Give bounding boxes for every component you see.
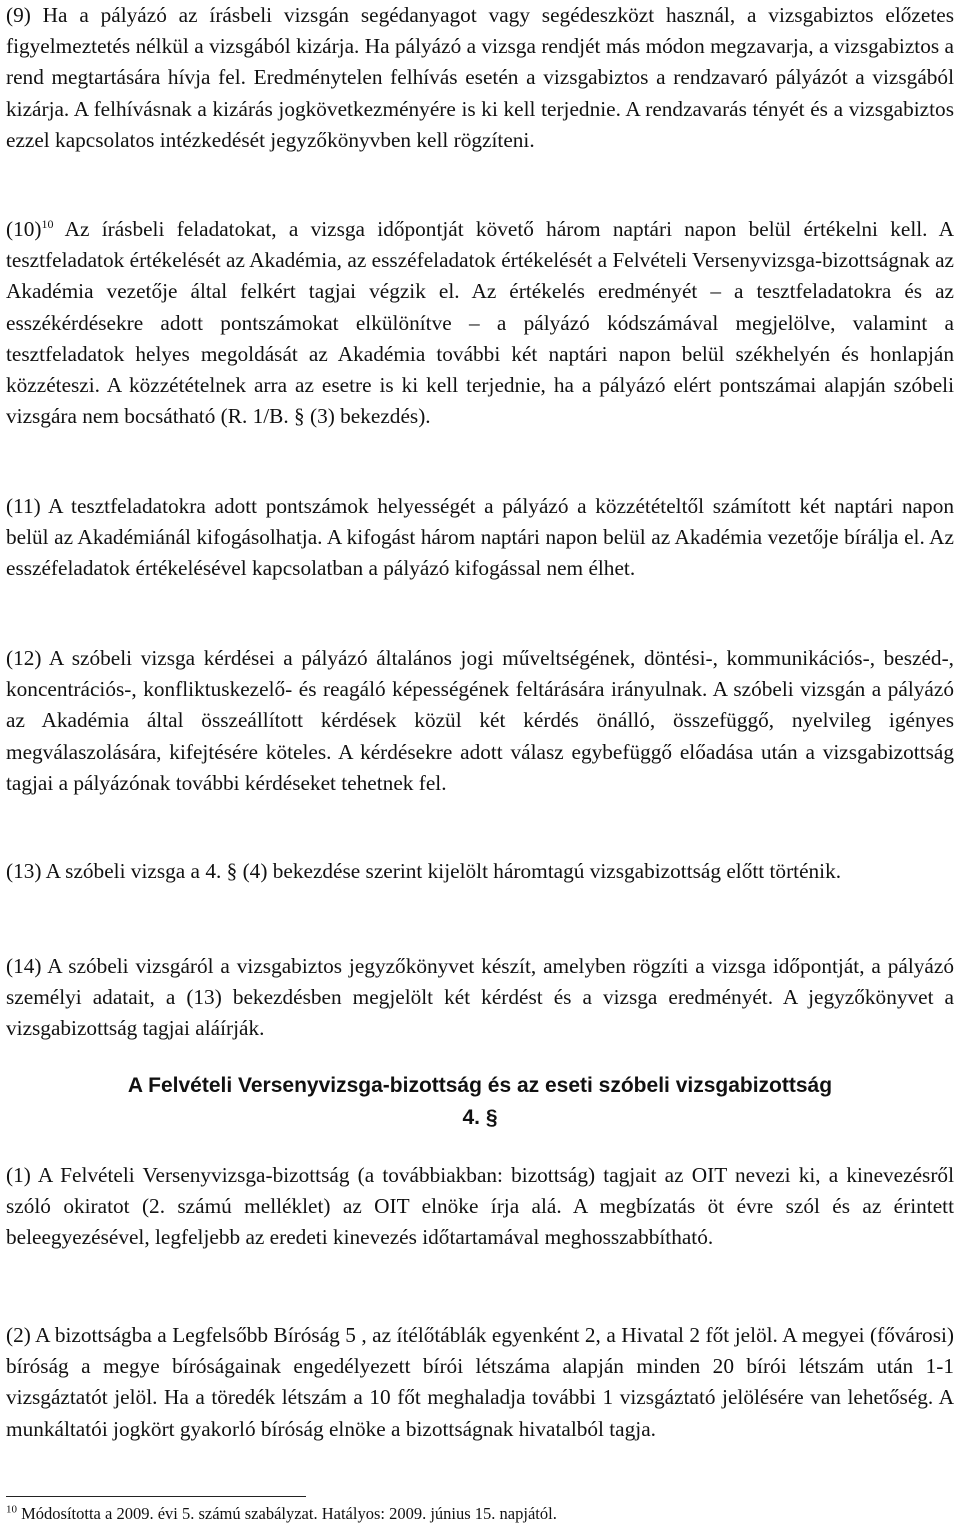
paragraph-14: (14) A szóbeli vizsgáról a vizsgabiztos jegyzőkönyvet készít, amelyben rögzíti a vizsga időpontját, a pályázó személyi adatait, a (13) bekezdésben megjelölt két kérdést és a vizsga eredményét. A jegyzőkönyvet a vizsgabizottság tagjai aláírják.: [6, 954, 954, 1041]
paragraph-10-text: Az írásbeli feladatokat, a vizsga időpontját követő három naptári napon belül értékelni kell. A tesztfeladatok értékelését az Akadémia, az esszéfeladatok értékelését a Felvételi Versenyvizsga-bizottságnak az Akadémia vezetője által felkért tagjai végzik el. Az értékelés eredményét – a tesztfeladatokra és az esszékérdésekre adott pontszámokat elkülönítve – a pályázó kódszámával megjelölve, valamint a tesztfeladatok helyes megoldását az Akadémia további két naptári napon belül székhelyén és honlapján közzéteszi. A közzétételnek arra az esetre is ki kell terjednie, ha a pályázó elért pontszámai alapján szóbeli vizsgára nem bocsátható (R. 1/B. § (3) bekezdés).: [6, 217, 954, 429]
paragraph-11: (11) A tesztfeladatokra adott pontszámok helyességét a pályázó a közzétételtől számított két naptári napon belül az Akadémiánál kifogásolhatja. A kifogást három naptári napon belül az Akadémia vezetője bírálja el. Az esszéfeladatok értékelésével kapcsolatban a pályázó kifogással nem élhet.: [6, 494, 954, 581]
paragraph-9: (9) Ha a pályázó az írásbeli vizsgán segédanyagot vagy segédeszközt használ, a vizsgabiztos előzetes figyelmeztetés nélkül a vizsgából kizárja. Ha pályázó a vizsga rendjét más módon megzavarja, a vizsgabiztos a rend megtartására hívja fel. Eredménytelen felhívás esetén a vizsgabiztos a rendzavaró pályázót a vizsgából kizárja. A felhívásnak a kizárás jogkövetkezményére is ki kell terjednie. A rendzavarás tényét és a vizsgabiztos ezzel kapcsolatos intézkedését jegyzőkönyvben kell rögzíteni.: [6, 3, 954, 152]
section-4-paragraph-1: (1) A Felvételi Versenyvizsga-bizottság (a továbbiakban: bizottság) tagjait az OIT nevezi ki, a kinevezésről szóló okiratot (2. számú melléklet) az OIT elnöke írja alá. A megbízatás öt évre szól és az érintett beleegyezésével, legfeljebb az eredeti kinevezés időtartamával meghosszabbítható.: [6, 1163, 954, 1250]
section-heading-number: 4. §: [462, 1106, 498, 1129]
paragraph-10-number: (10): [6, 217, 42, 241]
section-heading-title: A Felvételi Versenyvizsga-bizottság és az eseti szóbeli vizsgabizottság: [127, 1074, 833, 1097]
section-4-paragraph-2: (2) A bizottságba a Legfelsőbb Bíróság 5 , az ítélőtáblák egyenként 2, a Hivatal 2 főt jelöl. A megyei (fővárosi) bíróság a megye bíróságainak engedélyezett bírói létszáma alapján minden 20 bírói létszám után 1-1 vizsgáztatót jelöl. Ha a töredék létszám a 10 főt meghaladja további 1 vizsgáztató jelölésére van lehetőség. A munkáltatói jogkört gyakorló bíróság elnöke a bizottságnak hivatalból tagja.: [6, 1323, 954, 1441]
paragraph-12: (12) A szóbeli vizsga kérdései a pályázó általános jogi műveltségének, döntési-, kommunikációs-, beszéd-, koncentrációs-, konfliktuskezelő- és reagáló képességének feltárására irányulnak. A szóbeli vizsgán a pályázó az Akadémia által összeállított kérdések közül két kérdés önálló, összefüggő, nyelvileg igényes megválaszolására, kifejtésére köteles. A kérdésekre adott válasz egybefüggő előadása után a vizsgabizottság tagjai a pályázónak további kérdéseket tehetnek fel.: [6, 646, 954, 795]
footnote-reference-10[interactable]: 10: [41, 216, 54, 231]
footnote-divider: [6, 1496, 306, 1497]
paragraph-13: (13) A szóbeli vizsga a 4. § (4) bekezdése szerint kijelölt háromtagú vizsgabizottság előtt történik.: [6, 859, 842, 883]
paragraph-10: [6, 214, 954, 432]
footnote-number: 10: [6, 1503, 17, 1516]
footnote-10: [6, 1503, 557, 1525]
footnote-text: Módosította a 2009. évi 5. számú szabályzat. Hatályos: 2009. június 15. napjától.: [17, 1504, 557, 1523]
